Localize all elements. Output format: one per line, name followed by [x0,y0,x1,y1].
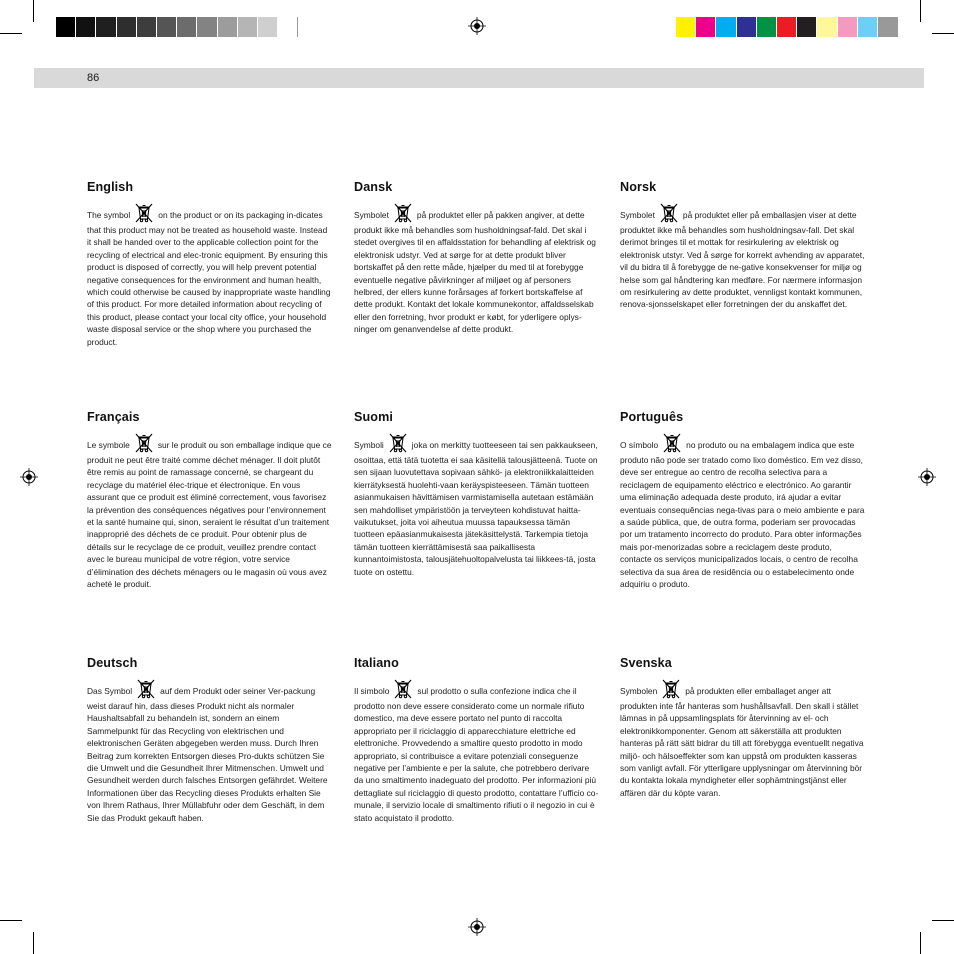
crossed-out-wheelie-bin-icon [661,432,683,454]
crop-mark [0,33,22,34]
section-title: Italiano [354,656,399,670]
section-title: Suomi [354,410,393,424]
text-after-symbol: på produktet eller på emballasjen viser at dette produktet ikke må behandles som husholdningsav-fall. Det skal derimot bringes til et mottak for resirkulering av elektrisk og elektronisk utstyr. Ved å sørge for korrekt avhending av apparatet, vil du bidra til å forebygge de ne-gative konsekvenser for miljø og helse som gal håndtering kan medføre. For nærmere informasjon om resirkulering av dette produktet, vennligst kontakt kommunen, renova-sjonsselskapet eller forretningen der du anskaffet det. [620,210,865,310]
text-after-symbol: på produktet eller på pakken angiver, at dette produkt ikke må behandles som husholdningsaf-fald. Det skal i stedet overgives til en affaldsstation for behandling af elektrisk og elektronisk udstyr. Ved at sørge for at dette produkt bliver bortskaffet på den rette måde, hjælper du med til at forebygge eventuelle negative påvirkninger af miljøet og af personers helbred, der ellers kunne forårsages af forkert bortskaffelse af dette produkt. Kontakt det lokale kommunekontor, affaldsselskab eller den forretning, hvor produkt er købt, for yderligere oplys-ninger om genanvendelse af dette produkt. [354,210,596,335]
crop-mark [932,33,954,34]
registration-mark-icon [20,468,38,486]
text-after-symbol: på produkten eller emballaget anger att produkten inte får hanteras som hushållsavfall. Den skall i stället lämnas in på uppsamlingsplats för återvinning av el- och elektronikkomponenter. Genom att säkerställa att produkten hanteras på rätt sätt bidrar du till att förebygga eventuellt negativa miljö- och hälsoeffekter som kan uppstå om produkten kasseras som vanligt avfall. För ytterligare upplysningar om återvinning bör du kontakta lokala myndigheter eller sophämtningstjänst eller affären där du köpte varan. [620,686,864,798]
registration-mark-icon [468,17,486,35]
color-swatch [737,17,757,37]
section-body [620,678,865,799]
section-svenska [620,656,865,799]
text-after-symbol: sul prodotto o sulla confezione indica che il prodotto non deve essere considerato come un normale rifiuto domestico, ma deve essere portato nel punto di raccolta appropriato per il riciclaggio di apparecchiature elettriche ed elettroniche. Provvedendo a smaltire questo prodotto in modo appropriato, si contribuisce a evitare potenziali conseguenze negative per l’ambiente e per la salute, che potrebbero derivare da uno smaltimento inadeguato del prodotto. Per informazioni più dettagliate sul riciclaggio di questo prodotto, contattare l’ufficio co-munale, il servizio locale di smaltimento rifiuti o il negozio in cui è stato acquistato il prodotto. [354,686,599,823]
section-title: Français [87,410,140,424]
color-swatch [238,17,258,37]
text-after-symbol: on the product or on its packaging in-dicates that this product may not be treated as household waste. Instead it shall be handed over to the applicable collection point for the recycling of electrical and elec-tronic equipment. By ensuring this product is disposed of correctly, you will help prevent potential negative consequences for the environment and human health, which could otherwise be caused by inappropriate waste handling of this product. For more detailed information about recycling of this product, please contact your local city office, your household waste disposal service or the shop where you purchased the product. [87,210,331,347]
crop-mark [33,0,34,22]
section-title: Norsk [620,180,657,194]
section-english [87,180,332,348]
crossed-out-wheelie-bin-icon [658,202,680,224]
text-before-symbol: Il simbolo [354,686,390,696]
color-swatch [817,17,837,37]
color-swatch [878,17,898,37]
registration-mark-icon [468,918,486,936]
crop-mark [0,920,22,921]
crop-mark [920,0,921,22]
color-bar [676,17,898,37]
section-body [87,432,332,590]
section-suomi [354,410,599,578]
color-swatch [797,17,817,37]
text-after-symbol: joka on merkitty tuotteeseen tai sen pakkaukseen, osoittaa, että tätä tuotetta ei saa käsitellä talousjätteenä. Tuote on sen sijaan luovutettava sopivaan sähkö- ja elektroniikkalaitteiden kierrätyksestä huolehti-vaan keräyspisteeseen. Tämän tuotteen asianmukaisen hävittämisen varmistamisella autetaan estämään sen mahdolliset ympäristöön ja terveyteen kohdistuvat haitta-vaikutukset, joita voi aiheutua muussa tapauksessa tämän tuotteen epäasianmukaisesta jätekäsittelystä. Tarkempia tietoja tämän tuotteen kierrättämisestä saa paikallisesta kunnantoimistosta, talousjätehuoltopalvelusta tai liikkees-tä, josta tuote on ostettu. [354,440,598,577]
crop-mark [33,932,34,954]
color-swatch [197,17,217,37]
section-deutsch [87,656,332,824]
section-title: Svenska [620,656,672,670]
section-body [620,432,865,590]
color-swatch [838,17,858,37]
color-swatch [258,17,278,37]
section-dansk [354,180,599,336]
color-swatch [676,17,696,37]
text-before-symbol: O símbolo [620,440,659,450]
color-swatch [137,17,157,37]
color-swatch [757,17,777,37]
crop-mark [920,932,921,954]
section-norsk [620,180,865,311]
section-title: Português [620,410,684,424]
grayscale-bar [56,17,298,37]
section-body [620,202,865,311]
crossed-out-wheelie-bin-icon [392,202,414,224]
crop-mark [932,920,954,921]
section-italiano [354,656,599,824]
section-body [354,678,599,824]
text-before-symbol: Symbolen [620,686,658,696]
color-swatch [696,17,716,37]
text-after-symbol: auf dem Produkt oder seiner Ver-packung weist darauf hin, dass dieses Produkt nicht als normaler Haushaltsabfall zu behandeln ist, sondern an einem Sammelpunkt für das Recycling von elektrischen und elektronischen Geräten abgegeben werden muss. Durch Ihren Beitrag zum korrekten Entsorgen dieses Pro-dukts schützen Sie die Umwelt und die Gesundheit Ihrer Mitmenschen. Umwelt und Gesundheit werden durch falsches Entsorgen gefährdet. Weitere Informationen über das Recycling dieses Produkts erhalten Sie von Ihrem Rathaus, Ihrer Müllabfuhr oder dem Geschäft, in dem Sie das Produkt gekauft haben. [87,686,328,823]
section-title: Deutsch [87,656,138,670]
section-body [87,678,332,824]
color-swatch [96,17,116,37]
section-français [87,410,332,590]
color-swatch [76,17,96,37]
text-before-symbol: Le symbole [87,440,130,450]
crossed-out-wheelie-bin-icon [392,678,414,700]
crossed-out-wheelie-bin-icon [135,678,157,700]
text-before-symbol: Symbolet [620,210,655,220]
crossed-out-wheelie-bin-icon [387,432,409,454]
color-swatch [218,17,238,37]
registration-mark-icon [918,468,936,486]
section-body [354,202,599,336]
section-title: Dansk [354,180,393,194]
page-header-bar [34,68,924,88]
section-title: English [87,180,134,194]
color-swatch [56,17,76,37]
text-before-symbol: The symbol [87,210,131,220]
text-after-symbol: no produto ou na embalagem indica que este produto não pode ser tratado como lixo doméstico. Em vez disso, deve ser entregue ao centro de recolha selectiva para a reciclagem de equipamento eléctrico e electrónico. Ao garantir uma eliminação adequada deste produto, irá ajudar a evitar eventuais consequências nega-tivas para o meio ambiente e para a saúde pública, que, de outra forma, poderiam ser provocadas por um tratamento incorrecto do produto. Para obter informações mais por-menorizadas sobre a reciclagem deste produto, contacte os serviços municipalizados locais, o centro de recolha selectiva da sua área de residência ou o estabelecimento onde adquiriu o produto. [620,440,865,590]
section-body [87,202,332,348]
crossed-out-wheelie-bin-icon [133,432,155,454]
color-swatch [777,17,797,37]
crossed-out-wheelie-bin-icon [660,678,682,700]
section-português [620,410,865,590]
color-swatch [177,17,197,37]
text-before-symbol: Symbolet [354,210,389,220]
section-body [354,432,599,578]
text-after-symbol: sur le produit ou son emballage indique que ce produit ne peut être traité comme déchet ménager. Il doit plutôt être remis au point de ramassage concerné, se chargeant du recyclage du matériel élec-trique et électronique. En vous assurant que ce produit est éliminé correctement, vous favorisez la prévention des conséquences négatives pour l’environnement et la santé humaine qui, sinon, seraient le résultat d’un traitement inapproprié des déchets de ce produit. Pour obtenir plus de détails sur le recyclage de ce produit, veuillez prendre contact avec le bureau municipal de votre région, votre service d’élimination des déchets ménagers ou le magasin où vous avez acheté le produit. [87,440,332,590]
text-before-symbol: Das Symbol [87,686,133,696]
text-before-symbol: Symboli [354,440,384,450]
color-swatch [278,17,298,37]
crossed-out-wheelie-bin-icon [133,202,155,224]
color-swatch [858,17,878,37]
color-swatch [716,17,736,37]
color-swatch [157,17,177,37]
color-swatch [117,17,137,37]
page-number: 86 [87,72,100,84]
